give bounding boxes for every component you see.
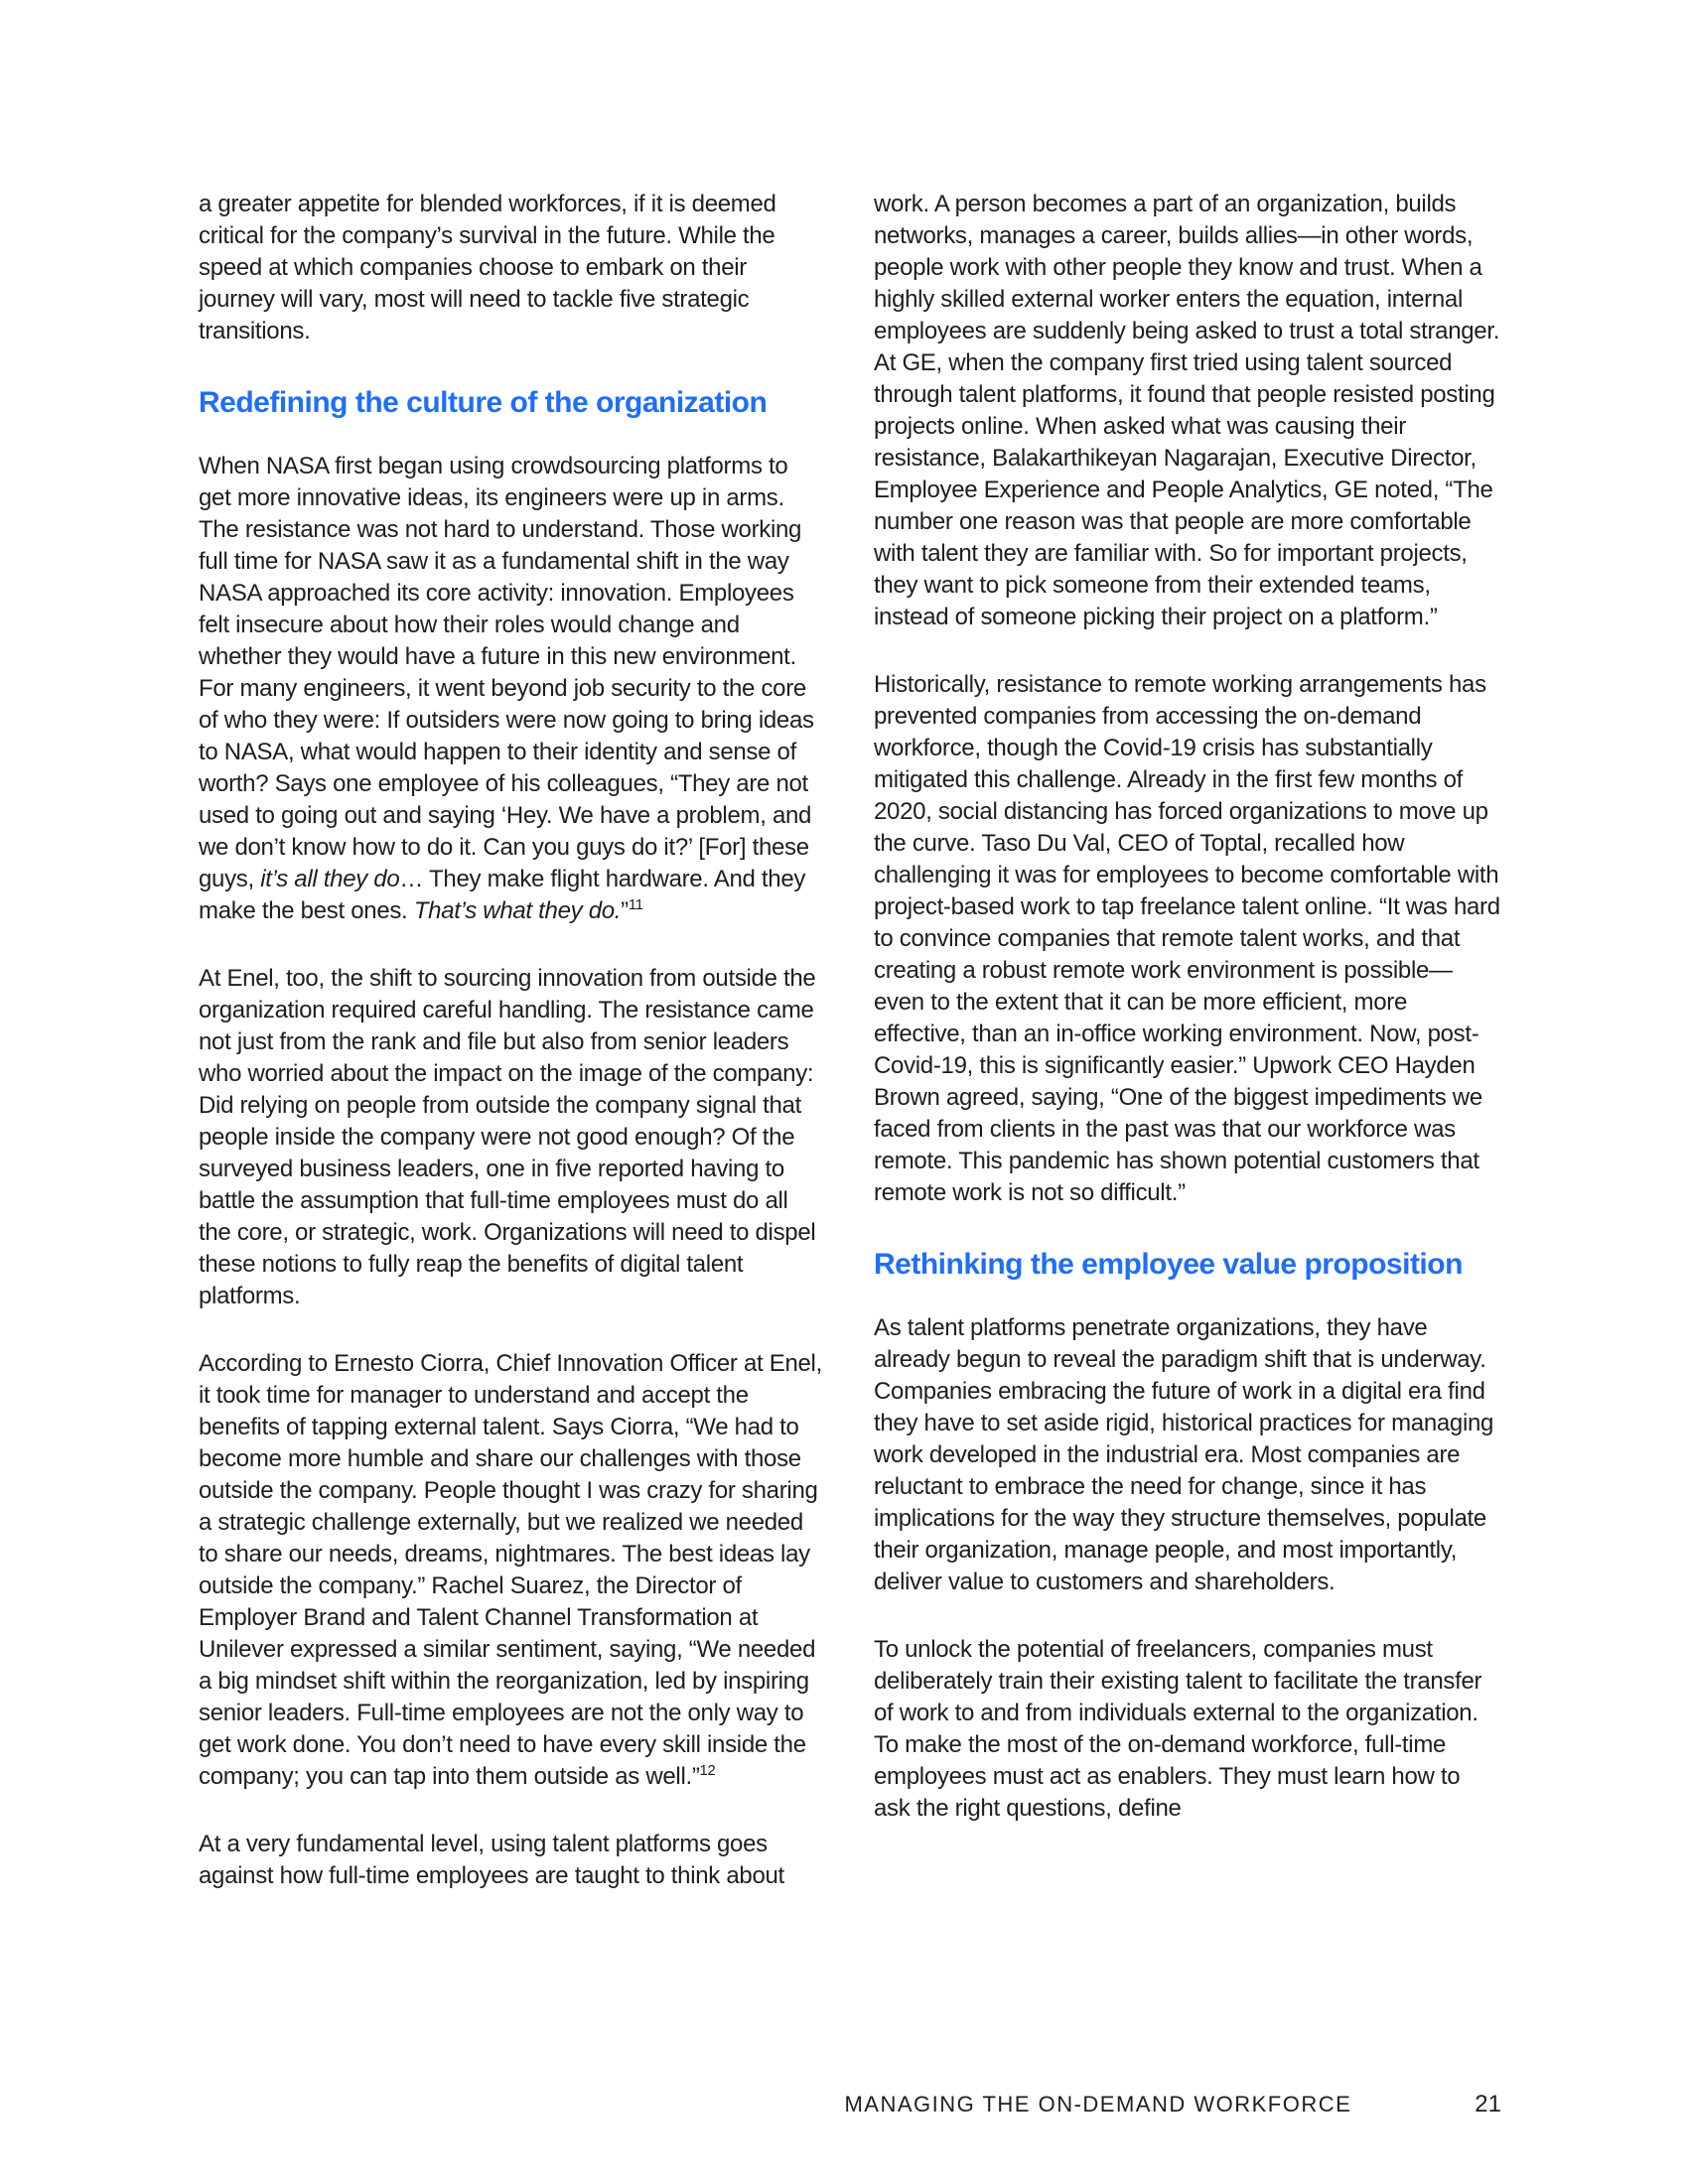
page-body (199, 189, 1501, 1928)
paragraph: work. A person becomes a part of an organization, builds networks, manages a career, builds allies—in other words, people work with other people they know and trust. When a highly skilled external worker enters the equation, internal employees are suddenly being asked to trust a total stranger. At GE, when the company first tried using talent sourced through talent platforms, it found that people resisted posting projects online. When asked what was causing their resistance, Balakarthikeyan Nagarajan, Executive Director, Employee Experience and People Analytics, GE noted, “The number one reason was that people are more comfortable with talent they are familiar with. So for important projects, they want to pick someone from their extended teams, instead of someone picking their project on a platform.” (874, 191, 1500, 630)
section-heading: Rethinking the employee value proposition (874, 1248, 1463, 1281)
section-heading: Redefining the culture of the organization (199, 386, 768, 419)
paragraph: As talent platforms penetrate organizations, they have already begun to reveal the paradigm shift that is underway. Companies embracing the future of work in a digital era find they have to set aside rigid, historical practices for managing work developed in the industrial era. Most companies are reluctant to embrace the need for change, since it has implications for the way they structure themselves, populate their organization, manage people, and most importantly, deliver value to customers and shareholders. (874, 1314, 1494, 1595)
paragraph: At a very fundamental level, using talent platforms goes against how full-time employees are taught to think about (199, 1831, 784, 1889)
left-column (199, 189, 826, 1928)
paragraph: When NASA first began using crowdsourcing platforms to get more innovative ideas, its engineers were up in arms. The resistance was not hard to understand. Those working full time for NASA saw it as a fundamental shift in the way NASA approached its core activity: innovation. Employees felt insecure about how their roles would change and whether they would have a future in this new environment. For many engineers, it went beyond job security to the core of who they were: If outsiders were now going to bring ideas to NASA, what would happen to their identity and sense of worth? Says one employee of his colleagues, “They are not used to going out and saying ‘Hey. We have a problem, and we don’t know how to do it. Can you guys do it?’ [For] these guys, it’s all they do… They make flight hardware. And they make the best ones. That’s what they do.”$^{11}$ (199, 453, 814, 924)
right-column (874, 189, 1501, 1928)
footer-title: MANAGING THE ON-DEMAND WORKFORCE (844, 2092, 1352, 2116)
paragraph: At Enel, too, the shift to sourcing innovation from outside the organization required careful handling. The resistance came not just from the rank and file but also from senior leaders who worried about the impact on the image of the company: Did relying on people from outside the company signal that people inside the company were not good enough? Of the surveyed business leaders, one in five reported having to battle the assumption that full-time employees must do all the core, or strategic, work. Organizations will need to dispel these notions to fully reap the benefits of digital talent platforms. (199, 965, 816, 1309)
paragraph: a greater appetite for blended workforces, if it is deemed critical for the company’s survival in the future. While the speed at which companies choose to embark on their journey will vary, most will need to tackle five strategic transitions. (199, 191, 776, 344)
page-footer (199, 2091, 1501, 2118)
page-number: 21 (1475, 2091, 1501, 2117)
paragraph: According to Ernesto Ciorra, Chief Innovation Officer at Enel, it took time for manager to understand and accept the benefits of tapping external talent. Says Ciorra, “We had to become more humble and share our challenges with those outside the company. People thought I was crazy for sharing a strategic challenge externally, but we realized we needed to share our needs, dreams, nightmares. The best ideas lay outside the company.” Rachel Suarez, the Director of Employer Brand and Talent Channel Transformation at Unilever expressed a similar sentiment, saying, “We needed a big mindset shift within the reorganization, led by inspiring senior leaders. Full-time employees are not the only way to get work done. You don’t need to have every skill inside the company; you can tap into them outside as well.”$^{12}$ (199, 1350, 822, 1790)
paragraph: To unlock the potential of freelancers, companies must deliberately train their existing talent to facilitate the transfer of work to and from individuals external to the organization. To make the most of the on-demand workforce, full-time employees must act as enablers. They must learn how to ask the right questions, define (874, 1636, 1482, 1822)
paragraph: Historically, resistance to remote working arrangements has prevented companies from accessing the on-demand workforce, though the Covid-19 crisis has substantially mitigated this challenge. Already in the first few months of 2020, social distancing has forced organizations to move up the curve. Taso Du Val, CEO of Toptal, recalled how challenging it was for employees to become comfortable with project-based work to tap freelance talent online. “It was hard to convince companies that remote talent works, and that creating a robust remote work environment is possible—even to the extent that it can be more efficient, more effective, than an in-office working environment. Now, post-Covid-19, this is significantly easier.” Upwork CEO Hayden Brown agreed, saying, “One of the biggest impediments we faced from clients in the past was that our workforce was remote. This pandemic has shown potential customers that remote work is not so difficult.” (874, 671, 1500, 1206)
